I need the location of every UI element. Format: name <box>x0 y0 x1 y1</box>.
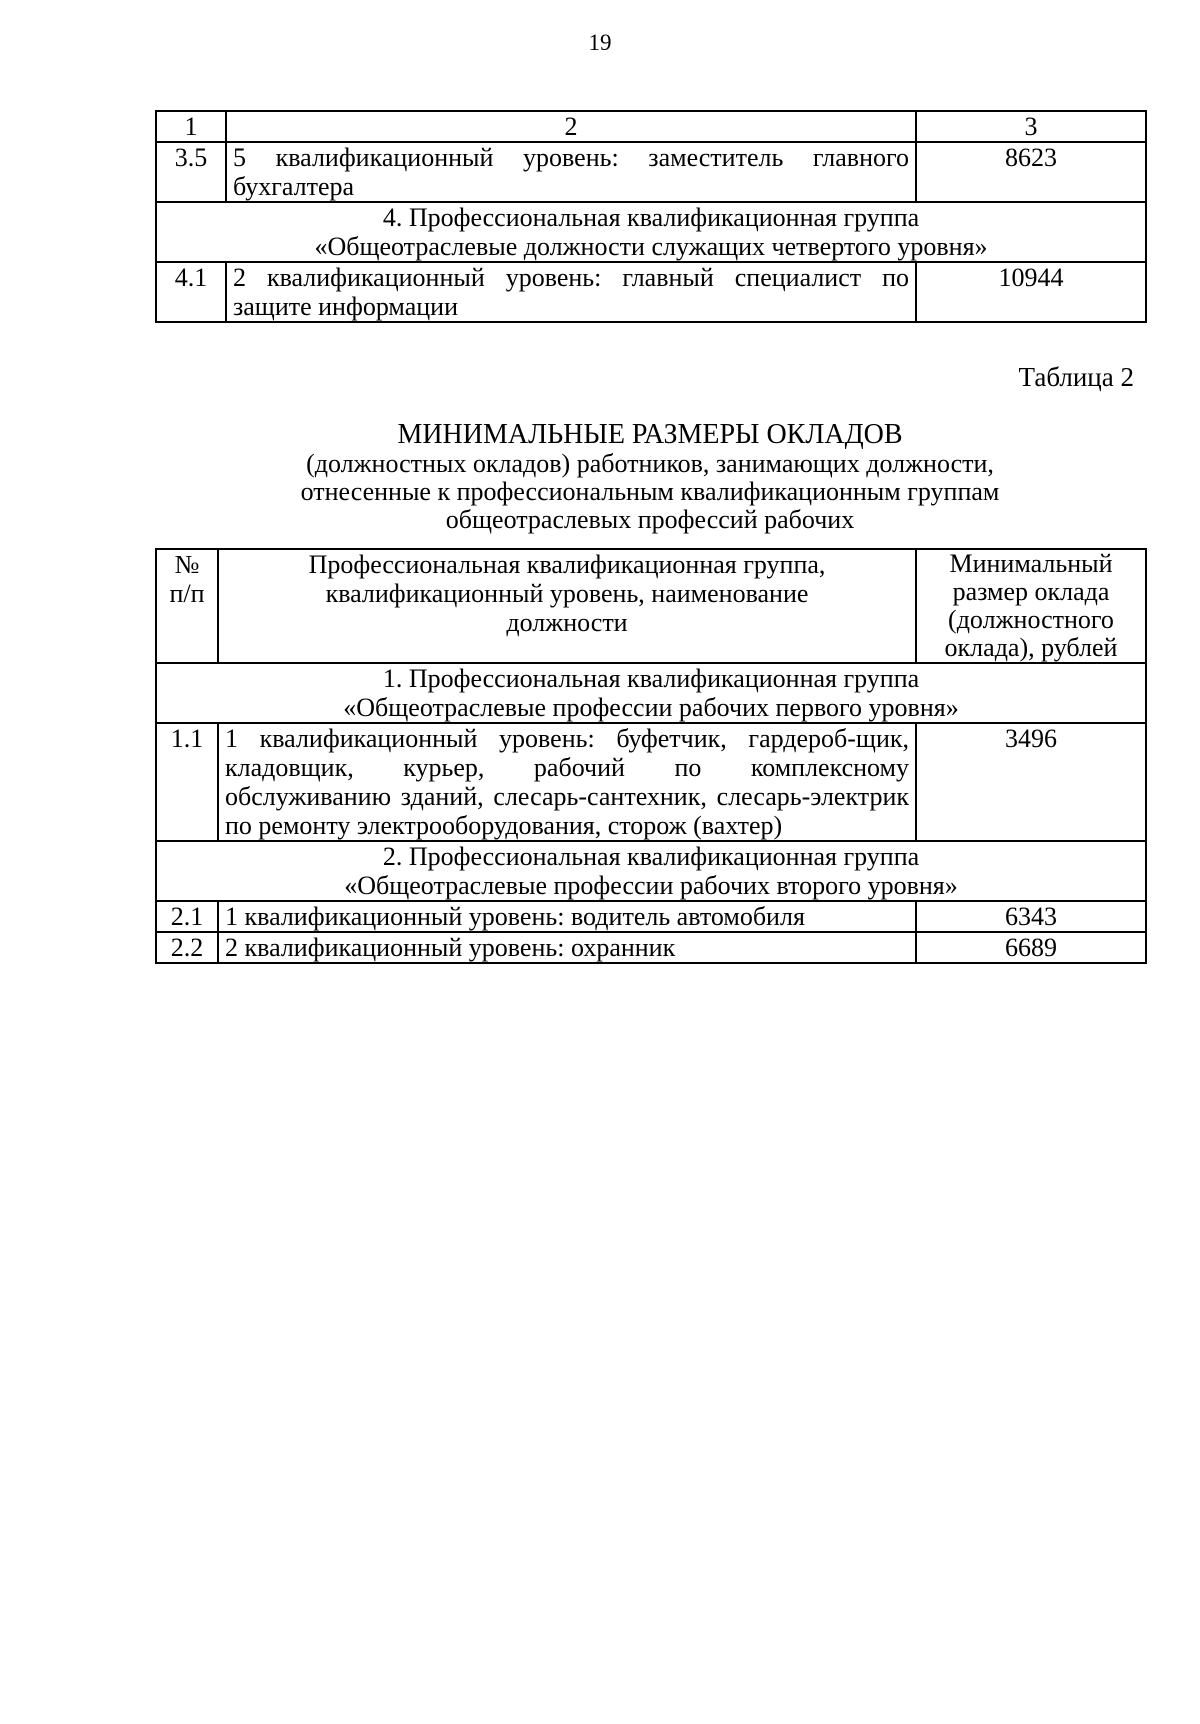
salary-amount: 10944 <box>916 262 1146 322</box>
salary-amount: 3496 <box>916 723 1146 841</box>
title-main: МИНИМАЛЬНЫЕ РАЗМЕРЫ ОКЛАДОВ <box>397 419 903 450</box>
position-name: 1 квалификационный уровень: буфетчик, гардероб-щик, кладовщик, курьер, рабочий по комплексному обслуживанию зданий, слесарь-сантехник, слесарь-электрик по ремонту электрооборудования, сторож (вахтер) <box>218 723 916 841</box>
header-amount-line: Минимальный <box>949 549 1113 578</box>
title-line: (должностных окладов) работников, занимающих должности, <box>306 449 994 478</box>
group-row <box>156 841 1146 901</box>
table-row <box>156 901 1146 932</box>
table-row <box>156 723 1146 841</box>
header-amount-line: размер оклада <box>952 577 1110 606</box>
row-number: 1.1 <box>156 723 218 841</box>
salary-table-2 <box>155 548 1147 964</box>
salary-amount: 8623 <box>916 142 1146 202</box>
group-title: 2. Профессиональная квалификационная группа <box>382 842 920 871</box>
header-position <box>218 549 916 663</box>
table-caption: Таблица 2 <box>1018 362 1134 392</box>
header-number-line: № <box>174 550 200 579</box>
group-title: 4. Профессиональная квалификационная группа <box>382 203 920 232</box>
salary-amount: 6689 <box>916 932 1146 963</box>
group-subtitle: «Общеотраслевые профессии рабочих второго уровня» <box>344 871 958 900</box>
table-row <box>156 262 1146 322</box>
title-line: отнесенные к профессиональным квалификационным группам <box>300 477 1000 506</box>
group-heading <box>156 202 1146 262</box>
table-header-row <box>156 549 1146 663</box>
table-title <box>155 420 1145 534</box>
header-amount <box>916 549 1146 663</box>
group-heading <box>156 841 1146 901</box>
position-name: 2 квалификационный уровень: охранник <box>218 932 916 963</box>
row-number: 4.1 <box>156 262 226 322</box>
group-subtitle: «Общеотраслевые должности служащих четвертого уровня» <box>314 232 988 261</box>
table-row <box>156 142 1146 202</box>
column-number-3: 3 <box>916 111 1146 142</box>
header-position-line: должности <box>506 608 628 637</box>
group-heading <box>156 663 1146 723</box>
row-number: 2.2 <box>156 932 218 963</box>
table-header-row <box>156 111 1146 142</box>
position-name: 2 квалификационный уровень: главный специалист по защите информации <box>226 262 916 322</box>
header-number <box>156 549 218 663</box>
header-number-line: п/п <box>169 579 205 608</box>
row-number: 2.1 <box>156 901 218 932</box>
title-line: общеотраслевых профессий рабочих <box>445 505 855 534</box>
page-number: 19 <box>588 30 612 55</box>
group-title: 1. Профессиональная квалификационная группа <box>382 664 920 693</box>
group-subtitle: «Общеотраслевые профессии рабочих первого уровня» <box>343 693 959 722</box>
header-position-line: Профессиональная квалификационная группа, <box>308 550 826 579</box>
column-number-2: 2 <box>226 111 916 142</box>
column-number-1: 1 <box>156 111 226 142</box>
row-number: 3.5 <box>156 142 226 202</box>
header-amount-line: оклада), рублей <box>944 633 1118 662</box>
table-row <box>156 932 1146 963</box>
group-row <box>156 663 1146 723</box>
group-row <box>156 202 1146 262</box>
salary-amount: 6343 <box>916 901 1146 932</box>
position-name: 5 квалификационный уровень: заместитель главного бухгалтера <box>226 142 916 202</box>
header-position-line: квалификационный уровень, наименование <box>325 579 809 608</box>
salary-table-continued <box>155 110 1147 323</box>
header-amount-line: (должностного <box>948 605 1114 634</box>
position-name: 1 квалификационный уровень: водитель автомобиля <box>218 901 916 932</box>
